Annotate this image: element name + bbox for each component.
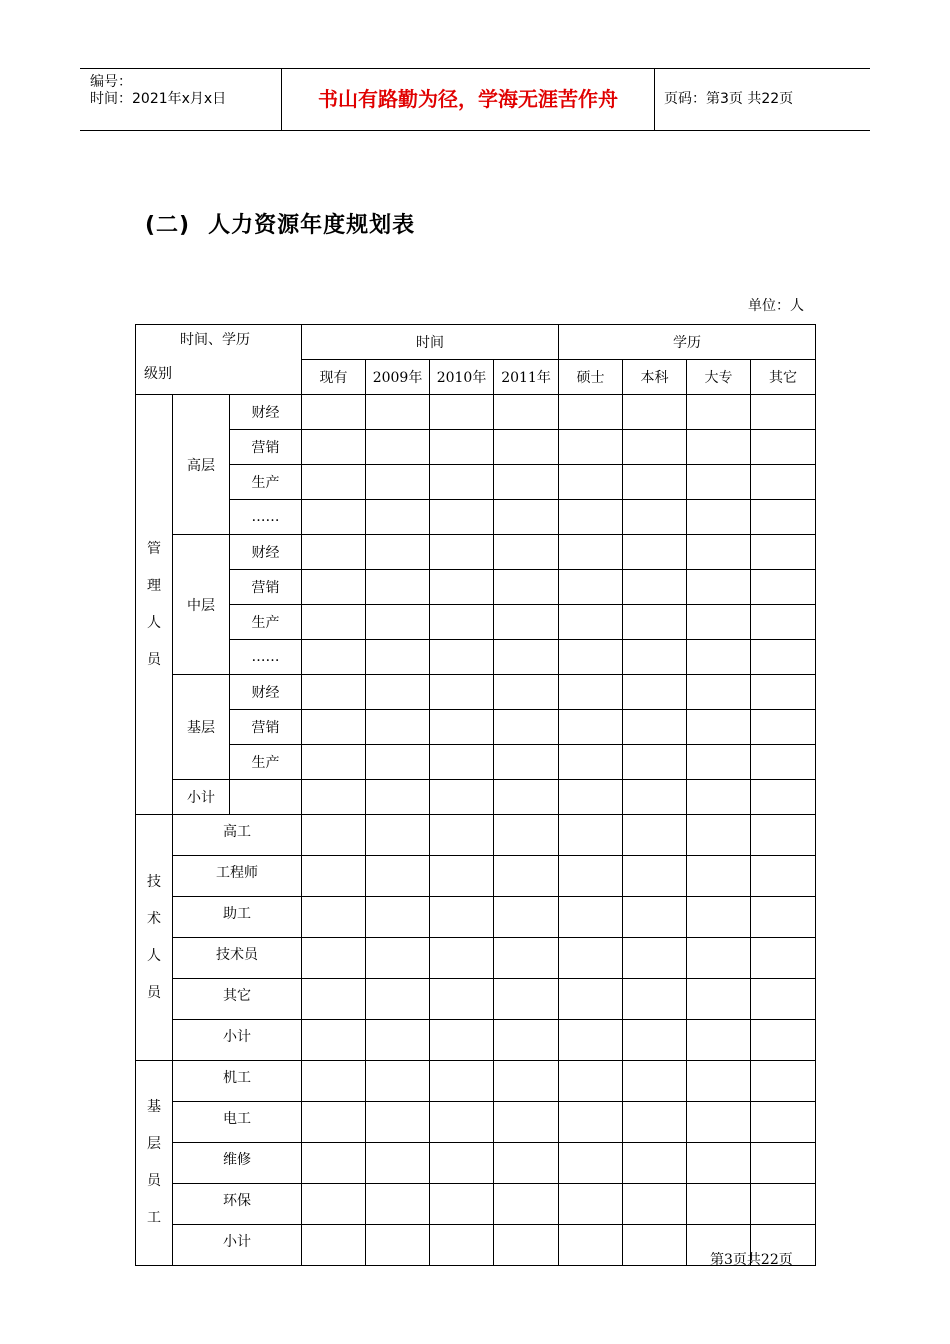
data-cell [751, 897, 816, 938]
data-cell [751, 780, 816, 815]
page-header [80, 68, 870, 131]
data-cell [687, 710, 751, 745]
data-cell [366, 1184, 430, 1225]
data-cell [302, 570, 366, 605]
data-cell [559, 395, 623, 430]
data-cell [559, 465, 623, 500]
data-cell [430, 745, 494, 780]
data-cell [494, 500, 559, 535]
data-cell [687, 897, 751, 938]
row-label: 营销 [230, 430, 302, 465]
data-cell [559, 500, 623, 535]
data-cell [366, 1061, 430, 1102]
table-row [136, 979, 816, 1020]
data-cell [302, 1184, 366, 1225]
group-header-education: 学历 [559, 325, 816, 360]
data-cell [687, 780, 751, 815]
data-cell [751, 1143, 816, 1184]
data-cell [751, 395, 816, 430]
row-label: …… [230, 640, 302, 675]
data-cell [687, 745, 751, 780]
data-cell [687, 605, 751, 640]
data-cell [751, 745, 816, 780]
vertical-char: 管 [147, 540, 161, 557]
column-header: 2009年 [366, 360, 430, 395]
data-cell [494, 395, 559, 430]
data-cell [430, 640, 494, 675]
data-cell [623, 780, 687, 815]
data-cell [687, 1020, 751, 1061]
data-cell [559, 535, 623, 570]
row-label: 工程师 [173, 856, 302, 897]
row-label: 营销 [230, 570, 302, 605]
vertical-char: 人 [147, 614, 161, 631]
data-cell [494, 710, 559, 745]
vertical-char: 员 [147, 651, 161, 668]
table-row [136, 1102, 816, 1143]
data-cell [302, 675, 366, 710]
data-cell [751, 675, 816, 710]
data-cell [302, 500, 366, 535]
vertical-char: 工 [147, 1210, 161, 1226]
data-cell [302, 856, 366, 897]
category-management [136, 395, 173, 815]
row-label: 高工 [173, 815, 302, 856]
vertical-char: 员 [147, 1173, 161, 1189]
data-cell [494, 780, 559, 815]
section-title-text: 人力资源年度规划表 [208, 213, 416, 238]
data-cell [494, 570, 559, 605]
data-cell [302, 979, 366, 1020]
data-cell [366, 815, 430, 856]
data-cell [751, 430, 816, 465]
data-cell [302, 605, 366, 640]
data-cell [559, 1020, 623, 1061]
vertical-char: 员 [147, 984, 161, 1001]
data-cell [430, 465, 494, 500]
time-label: 时间：2021年x月x日 [90, 91, 227, 107]
data-cell [430, 1225, 494, 1266]
data-cell [430, 815, 494, 856]
data-cell [623, 675, 687, 710]
data-cell [559, 856, 623, 897]
data-cell [751, 1061, 816, 1102]
data-cell [302, 640, 366, 675]
data-cell [623, 979, 687, 1020]
table-row [136, 745, 816, 780]
table-row [136, 640, 816, 675]
data-cell [430, 570, 494, 605]
table-row [136, 465, 816, 500]
data-cell [751, 710, 816, 745]
table-row [136, 938, 816, 979]
table-row [136, 675, 816, 710]
category-technical [136, 815, 173, 1061]
data-cell [751, 1184, 816, 1225]
data-cell [559, 1225, 623, 1266]
row-label: 财经 [230, 675, 302, 710]
corner-top-label: 时间、学历 [180, 332, 250, 348]
data-cell [494, 675, 559, 710]
data-cell [302, 1020, 366, 1061]
data-cell [687, 500, 751, 535]
data-cell [623, 1102, 687, 1143]
vertical-char: 术 [147, 910, 161, 927]
level-label: 基层 [173, 675, 230, 780]
data-cell [687, 1143, 751, 1184]
data-cell [430, 856, 494, 897]
data-cell [366, 1143, 430, 1184]
data-cell [559, 979, 623, 1020]
data-cell [751, 640, 816, 675]
data-cell [751, 535, 816, 570]
data-cell [430, 1102, 494, 1143]
data-cell [623, 570, 687, 605]
data-cell [623, 1225, 687, 1266]
data-cell [623, 1020, 687, 1061]
data-cell [366, 897, 430, 938]
data-cell [366, 710, 430, 745]
data-cell [559, 938, 623, 979]
data-cell [366, 1020, 430, 1061]
table-row [136, 856, 816, 897]
page-footer: 第3页共22页 [710, 1252, 793, 1268]
data-cell [366, 570, 430, 605]
table-row [136, 1184, 816, 1225]
data-cell [366, 395, 430, 430]
row-label: …… [230, 500, 302, 535]
row-label: 维修 [173, 1143, 302, 1184]
data-cell [302, 938, 366, 979]
data-cell [559, 1143, 623, 1184]
data-cell [366, 500, 430, 535]
category-base-staff [136, 1061, 173, 1266]
data-cell [494, 430, 559, 465]
column-header: 2010年 [430, 360, 494, 395]
table-row [136, 535, 816, 570]
table-row [136, 1020, 816, 1061]
unit-label: 单位：人 [748, 298, 804, 314]
data-cell [623, 605, 687, 640]
row-label: 生产 [230, 605, 302, 640]
data-cell [751, 979, 816, 1020]
row-label: 生产 [230, 745, 302, 780]
data-cell [687, 430, 751, 465]
group-header-time: 时间 [302, 325, 559, 360]
data-cell [302, 1143, 366, 1184]
vertical-char: 理 [147, 577, 161, 594]
data-cell [623, 745, 687, 780]
data-cell [623, 500, 687, 535]
data-cell [623, 938, 687, 979]
vertical-char: 基 [147, 1099, 161, 1115]
column-header: 其它 [751, 360, 816, 395]
data-cell [623, 465, 687, 500]
table-row [136, 395, 816, 430]
data-cell [366, 640, 430, 675]
data-cell [559, 710, 623, 745]
header-row [136, 325, 816, 360]
data-cell [559, 897, 623, 938]
row-label: 小计 [173, 1020, 302, 1061]
data-cell [559, 1061, 623, 1102]
row-label: 小计 [173, 1225, 302, 1266]
data-cell [687, 938, 751, 979]
data-cell [366, 780, 430, 815]
data-cell [430, 500, 494, 535]
data-cell [559, 745, 623, 780]
data-cell [751, 605, 816, 640]
data-cell [623, 856, 687, 897]
row-label: 营销 [230, 710, 302, 745]
subtotal-label: 小计 [173, 780, 230, 815]
data-cell [430, 1020, 494, 1061]
data-cell [687, 1061, 751, 1102]
data-cell [302, 1225, 366, 1266]
data-cell [494, 897, 559, 938]
data-cell [687, 815, 751, 856]
data-cell [623, 430, 687, 465]
data-cell [494, 1143, 559, 1184]
data-cell [494, 640, 559, 675]
data-cell [430, 979, 494, 1020]
number-label: 编号： [90, 74, 132, 90]
data-cell [430, 938, 494, 979]
table-row [136, 605, 816, 640]
data-cell [366, 1225, 430, 1266]
column-header: 现有 [302, 360, 366, 395]
table-row [136, 1061, 816, 1102]
hr-plan-table [135, 324, 816, 1266]
blank-cell [230, 780, 302, 815]
data-cell [751, 1020, 816, 1061]
data-cell [494, 1061, 559, 1102]
data-cell [366, 605, 430, 640]
data-cell [430, 1184, 494, 1225]
data-cell [559, 605, 623, 640]
table-row [136, 500, 816, 535]
level-label: 高层 [173, 395, 230, 535]
row-label: 机工 [173, 1061, 302, 1102]
data-cell [623, 535, 687, 570]
table-row [136, 780, 816, 815]
data-cell [366, 979, 430, 1020]
data-cell [559, 640, 623, 675]
data-cell [430, 710, 494, 745]
data-cell [494, 465, 559, 500]
data-cell [366, 1102, 430, 1143]
data-cell [623, 640, 687, 675]
data-cell [302, 535, 366, 570]
data-cell [559, 430, 623, 465]
column-header: 大专 [687, 360, 751, 395]
data-cell [494, 535, 559, 570]
data-cell [559, 570, 623, 605]
data-cell [751, 815, 816, 856]
data-cell [687, 570, 751, 605]
data-cell [494, 938, 559, 979]
data-cell [751, 856, 816, 897]
level-label: 中层 [173, 535, 230, 675]
data-cell [623, 710, 687, 745]
vertical-char: 技 [147, 873, 161, 890]
data-cell [302, 815, 366, 856]
data-cell [751, 570, 816, 605]
data-cell [687, 640, 751, 675]
data-cell [494, 979, 559, 1020]
data-cell [751, 465, 816, 500]
header-motto: 书山有路勤为径，学海无涯苦作舟 [281, 69, 655, 130]
data-cell [559, 815, 623, 856]
data-cell [559, 780, 623, 815]
data-cell [494, 605, 559, 640]
vertical-char: 层 [147, 1136, 161, 1152]
column-header: 本科 [623, 360, 687, 395]
data-cell [494, 1102, 559, 1143]
corner-bottom-label: 级别 [144, 366, 172, 382]
row-label: 财经 [230, 395, 302, 430]
data-cell [430, 605, 494, 640]
data-cell [687, 1184, 751, 1225]
data-cell [623, 897, 687, 938]
data-cell [751, 500, 816, 535]
data-cell [366, 938, 430, 979]
table-row [136, 570, 816, 605]
vertical-char: 人 [147, 947, 161, 964]
corner-cell [136, 325, 302, 395]
data-cell [366, 745, 430, 780]
data-cell [687, 535, 751, 570]
data-cell [302, 465, 366, 500]
data-cell [366, 675, 430, 710]
data-cell [687, 979, 751, 1020]
data-cell [302, 395, 366, 430]
data-cell [494, 1020, 559, 1061]
table-row [136, 430, 816, 465]
data-cell [430, 1061, 494, 1102]
data-cell [623, 1061, 687, 1102]
data-cell [687, 465, 751, 500]
data-cell [687, 395, 751, 430]
data-cell [623, 815, 687, 856]
table-row [136, 815, 816, 856]
data-cell [430, 395, 494, 430]
data-cell [430, 430, 494, 465]
row-label: 助工 [173, 897, 302, 938]
data-cell [559, 1184, 623, 1225]
data-cell [559, 1102, 623, 1143]
header-meta [80, 69, 281, 130]
data-cell [559, 675, 623, 710]
data-cell [687, 1102, 751, 1143]
data-cell [366, 856, 430, 897]
table-row [136, 897, 816, 938]
data-cell [302, 1102, 366, 1143]
row-label: 其它 [173, 979, 302, 1020]
data-cell [623, 1143, 687, 1184]
column-header: 硕士 [559, 360, 623, 395]
data-cell [430, 675, 494, 710]
row-label: 电工 [173, 1102, 302, 1143]
data-cell [494, 856, 559, 897]
data-cell [430, 780, 494, 815]
data-cell [430, 1143, 494, 1184]
data-cell [302, 780, 366, 815]
data-cell [751, 1102, 816, 1143]
table-row [136, 1143, 816, 1184]
data-cell [623, 1184, 687, 1225]
data-cell [623, 395, 687, 430]
column-header: 2011年 [494, 360, 559, 395]
section-title [145, 208, 415, 239]
data-cell [302, 745, 366, 780]
data-cell [494, 745, 559, 780]
data-cell [494, 815, 559, 856]
data-cell [430, 897, 494, 938]
row-label: 生产 [230, 465, 302, 500]
data-cell [302, 430, 366, 465]
table-row [136, 710, 816, 745]
data-cell [430, 535, 494, 570]
data-cell [366, 430, 430, 465]
data-cell [302, 897, 366, 938]
row-label: 环保 [173, 1184, 302, 1225]
data-cell [302, 1061, 366, 1102]
data-cell [751, 938, 816, 979]
row-label: 技术员 [173, 938, 302, 979]
data-cell [687, 675, 751, 710]
data-cell [302, 710, 366, 745]
header-page-label: 页码：第3页 共22页 [664, 91, 794, 107]
data-cell [494, 1184, 559, 1225]
row-label: 财经 [230, 535, 302, 570]
data-cell [366, 535, 430, 570]
data-cell [494, 1225, 559, 1266]
data-cell [687, 856, 751, 897]
section-number: (二) [145, 213, 191, 238]
data-cell [366, 465, 430, 500]
